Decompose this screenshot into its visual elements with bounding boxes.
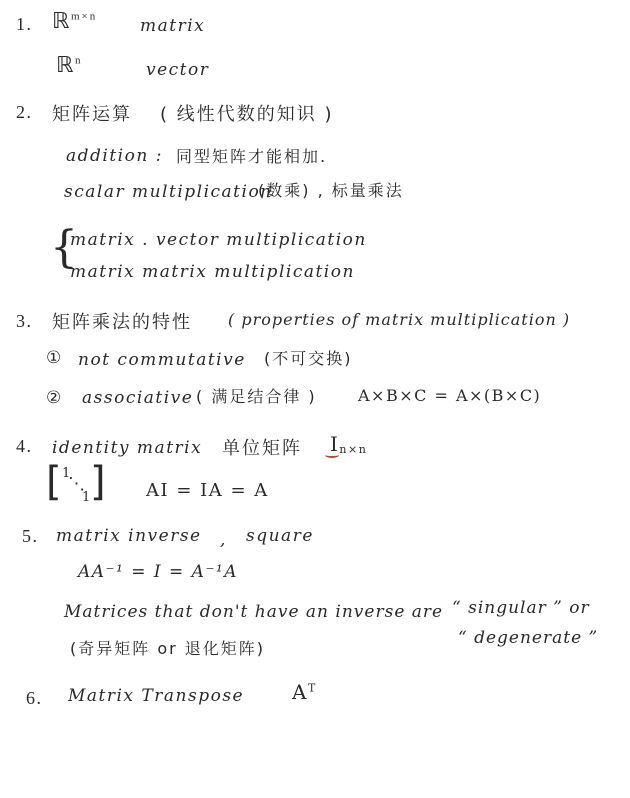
- real-vector-space: [56, 52, 82, 78]
- degenerate-term: “ degenerate ”: [458, 628, 599, 648]
- inverse-equation: AA⁻¹ = I = A⁻¹A: [78, 562, 239, 582]
- matrix-label: matrix: [140, 16, 206, 36]
- matrix-bottom-one: 1: [82, 490, 92, 505]
- section-2-title: 矩阵运算: [52, 104, 132, 125]
- singular-term: “ singular ” or: [452, 598, 590, 618]
- transpose-letter: A: [292, 680, 308, 704]
- property-1-note: (不可交换): [264, 349, 353, 368]
- section-3-number: 3.: [16, 311, 33, 331]
- matrix-vector-multiplication: matrix . vector multiplication: [70, 230, 367, 250]
- square-label: square: [246, 526, 314, 546]
- property-1-mark: ①: [46, 348, 63, 368]
- property-2-text: associative: [82, 388, 194, 408]
- scalar-multiplication-note: (数乘) , 标量乘法: [258, 181, 404, 200]
- section-4-title: identity matrix: [52, 438, 203, 458]
- transpose-symbol: [292, 680, 317, 704]
- scalar-multiplication-label: scalar multiplication: [64, 182, 273, 202]
- left-brace: {: [50, 222, 80, 273]
- matrix-left-bracket: [: [46, 459, 64, 505]
- vector-label: vector: [146, 60, 210, 80]
- associativity-equation: A×B×C = A×(B×C): [358, 386, 542, 405]
- inverse-note-chinese: (奇异矩阵 or 退化矩阵): [70, 639, 266, 658]
- property-1-text: not commutative: [78, 350, 246, 370]
- section-1-number: 1.: [16, 14, 33, 34]
- inverse-note: Matrices that don't have an inverse are: [64, 602, 444, 622]
- red-underline-mark: [325, 452, 339, 458]
- real-symbol: ℝ: [52, 8, 71, 33]
- real-symbol: ℝ: [56, 52, 75, 77]
- identity-dimension-subscript: n×n: [339, 443, 368, 456]
- section-3-title: 矩阵乘法的特性: [52, 312, 192, 333]
- identity-equation: AI = IA = A: [146, 480, 269, 501]
- dimension-superscript: m×n: [70, 10, 98, 23]
- section-4-title-chinese: 单位矩阵: [222, 438, 302, 459]
- identity-letter: I: [330, 432, 340, 456]
- section-2-title-note: ( 线性代数的知识 ): [160, 104, 334, 125]
- section-4-number: 4.: [16, 436, 33, 456]
- matrix-right-bracket: ]: [90, 459, 108, 505]
- section-3-title-english: ( properties of matrix multiplication ): [228, 310, 571, 329]
- addition-note: 同型矩阵才能相加.: [176, 147, 328, 166]
- transpose-superscript: T: [307, 681, 318, 695]
- section-5-number: 5.: [22, 526, 39, 546]
- section-5-title: matrix inverse: [56, 526, 202, 546]
- addition-label: addition :: [66, 146, 163, 166]
- matrix-top-one: 1: [62, 466, 72, 481]
- property-2-note: ( 满足结合律 ): [196, 387, 317, 406]
- section-5-comma: ,: [220, 530, 227, 550]
- matrix-matrix-multiplication: matrix matrix multiplication: [70, 262, 355, 282]
- section-6-title: Matrix Transpose: [68, 686, 245, 706]
- property-2-mark: ②: [46, 388, 63, 408]
- matrix-diagonal-dots: ⋱: [68, 474, 87, 494]
- dimension-superscript: n: [74, 54, 83, 67]
- section-6-number: 6.: [26, 688, 43, 708]
- real-matrix-space: [52, 8, 97, 34]
- section-2-number: 2.: [16, 102, 33, 122]
